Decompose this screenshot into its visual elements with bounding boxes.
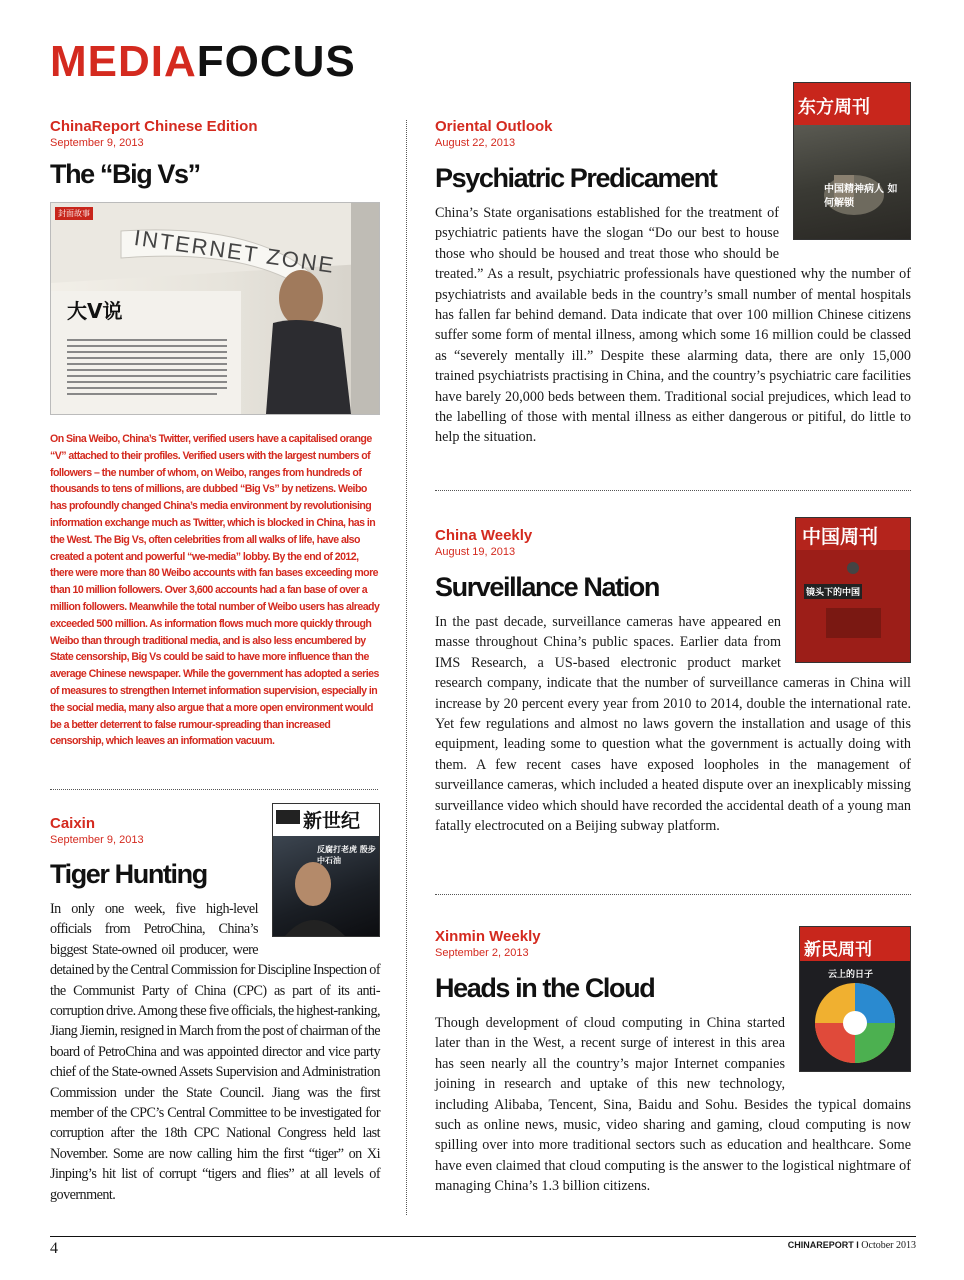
cover-title: 中国周刊 (802, 526, 879, 548)
article-body: In the past decade, surveillance cameras have appeared en masse throughout China’s public spaces. Earlier data from IMS Research, a US-based electronic product market research company, indicate that the number of surveillance cameras in China will increase by 20 percent every year from 2010 to 2014, double the international rate. Yet few regulations and almost no laws govern the installation and usage of this equipment, leading some to question what the government is actually doing with them. A few recent cases have exposed loopholes in the management of surveillance cameras, which included a heated dispute over an inexplicably missing surveillance video which should have recorded the accidental death of a young man fatally electrocuted on a Beijing subway platform. (435, 614, 911, 835)
cover-subtitle: 反腐打老虎 殷步中石油 (317, 845, 376, 865)
article-date: August 19, 2013 (435, 546, 516, 558)
article-body: China’s State organisations established for the treatment of psychiatric patients have the slogan “Do our best to house those who should be housed and treat those who should be treated.” As a result, psychiatric professionals have questioned why the number of psychiatrists and available beds in the country’s small number of mental hospitals has fallen far behind demand. Data indicate that over 100 million Chinese citizens suffer some form of mental illness, among which some 16 million could be classed as “severely mentally ill.” Despite these alarming data, there are only 15,000 trained psychiatrists practising in China, and the country’s psychiatric care facilities have barely 20,000 beds between them. Traditional social prejudices, which lead to the labelling of those with mental illness as either dangerous or pitiful, do little to help the situation. (435, 205, 911, 446)
footer-issue: October 2013 (861, 1240, 916, 1251)
article-date: September 2, 2013 (435, 947, 529, 959)
cover-scene (794, 125, 910, 239)
article-date: September 9, 2013 (50, 834, 144, 846)
article-source: Oriental Outlook (435, 118, 553, 135)
article-title: Psychiatric Predicament (435, 163, 717, 193)
cover-title: 新民周刊 (804, 940, 872, 960)
oriental-cover (793, 82, 911, 240)
article-source: Xinmin Weekly (435, 928, 541, 945)
chinaweekly-cover (795, 517, 911, 663)
footer-publication (788, 1240, 916, 1251)
article-tiger-hunting (50, 810, 380, 1205)
cover-title: 东方周刊 (798, 97, 870, 118)
column-divider (406, 120, 407, 1215)
photo-label: 封面故事 (55, 207, 93, 220)
article-surveillance-nation (435, 527, 911, 836)
article-body: On Sina Weibo, China’s Twitter, verified users have a capitalised orange “V” attached to their profiles. Verified users with the largest numbers of followers – the number of whom, on Weibo, ranges from hundreds of thousands to tens of millions, are dubbed “Big Vs” by netizens. Weibo has profoundly changed China’s media environment by revolutionising information exchange much as Twitter, which is blocked in China, has in the West. The Big Vs, often celebrities from all walks of life, have also created a potent and powerful “we-media” lobby. By the end of 2012, there were more than 80 Weibo accounts with fan bases exceeding more than 10 million followers. Over 3,600 accounts had a fan base of over a million followers. Meanwhile the total number of Weibo users has already exceeded 500 million. As information flows much more quickly through Weibo than through traditional media, and is also less encumbered by State censorship, Big Vs could be said to have more influence than the average Chinese newspaper. While the government has adopted a series of measures to strengthen Internet information supervision, especially in the social media, many also argue that a more open environment would be a better deterrent to false rumour-spreading than increased censorship, which leaves an information vacuum. (50, 433, 380, 748)
article-source: China Weekly (435, 527, 533, 544)
article-divider (435, 894, 911, 895)
article-title: Tiger Hunting (50, 859, 207, 889)
cover-cloud-wheel (800, 927, 910, 1071)
cover-photo (273, 836, 379, 936)
masthead-focus: FOCUS (196, 37, 356, 86)
article-body: Though development of cloud computing in China started later than in the West, a recent surge of interest in this area has seen nearly all the country’s major Internet companies joining in research and uptake of this new technology, including Alibaba, Tencent, Sina, Baidu and Sohu. Besides the typical domains such as online news, music, video sharing and gaming, cloud computing is now spilling over into more traditional sectors such as education and healthcare. Some have even claimed that cloud computing is the answer to the logistical nightmare of managing China’s 1.3 billion citizens. (435, 1015, 911, 1195)
cover-logo-icon (276, 810, 300, 824)
article-photo (50, 202, 380, 415)
masthead-media: MEDIA (50, 37, 197, 86)
article-title: Heads in the Cloud (435, 973, 655, 1003)
article-source: ChinaReport Chinese Edition (50, 118, 258, 135)
xinmin-cover (799, 926, 911, 1072)
article-date: September 9, 2013 (50, 137, 144, 149)
footer-rule (50, 1236, 916, 1237)
cover-photo (794, 125, 910, 239)
cover-subtitle: 云上的日子 (828, 970, 874, 980)
article-title: The “Big Vs” (50, 159, 200, 189)
article-big-vs (50, 118, 380, 750)
article-psychiatric-predicament (435, 97, 911, 448)
article-body: In only one week, five high-level officials from PetroChina, China’s biggest State-owned oil producer, were detained by the Central Commission for Discipline Inspection of the Communist Party of China (CPC) as part of its anti-corruption drive. Among these five officials, the highest-ranking, Jiang Jiemin, resigned in March from the post of chairman of the board of PetroChina and was appointed director and vice party chief of the State-owned Assets Supervision and Administration Commission under the State Council. Jiang was the first member of the CPC’s Central Committee to be investigated for corruption after the 18th CPC National Congress held last November. Some are now calling him the first “tiger” on Xi Jinping’s hit list of corrupt “tigers and flies” at all levels of government. (50, 901, 380, 1203)
cover-subtitle: 镜头下的中国 (804, 584, 862, 599)
article-divider (435, 490, 911, 491)
article-title: Surveillance Nation (435, 572, 659, 602)
caixin-cover (272, 803, 380, 937)
page-number: 4 (50, 1240, 58, 1257)
footer-pub-name: CHINAREPORT (787, 1240, 854, 1250)
cover-title: 新世纪 (303, 810, 361, 832)
left-column (50, 118, 380, 1203)
article-date: August 22, 2013 (435, 137, 516, 149)
cover-subtitle: 中国精神病人 如何解锁 (824, 184, 898, 209)
article-divider (50, 789, 378, 790)
article-heads-in-cloud (435, 928, 911, 1197)
article-source: Caixin (50, 815, 96, 832)
photo-sign: INTERNET ZONE (132, 225, 337, 278)
footer-divider: I (856, 1240, 859, 1250)
photo-headline: 大V说 (67, 299, 123, 323)
masthead (50, 37, 356, 86)
